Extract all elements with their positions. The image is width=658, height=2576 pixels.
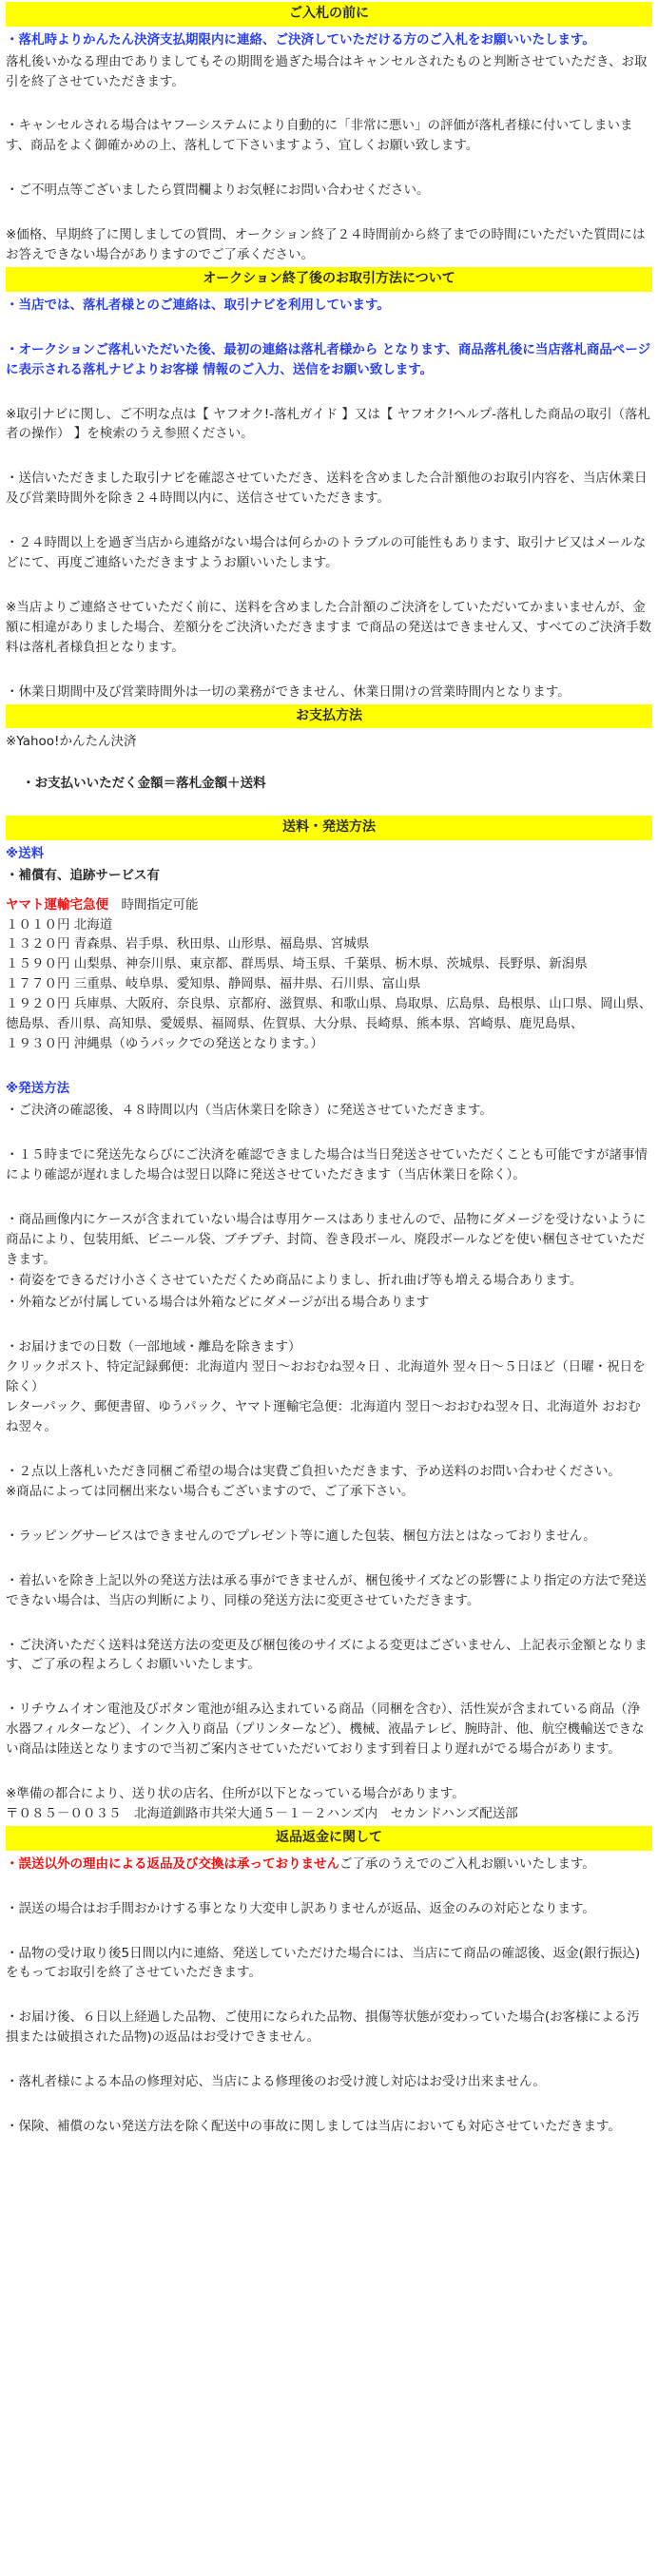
shipping-carrier-line <box>6 895 652 915</box>
returns-text-4: ・落札者様による本品の修理対応、当店による修理後のお受け渡し対応はお受け出来ません。 <box>6 2074 546 2090</box>
shipping-method-8: ・ご決済いただく送料は発送方法の変更及び梱包後のサイズによる変更はございません、上記表示金額となります、ご了承の程よろしくお願いいたします。 <box>6 1637 648 1673</box>
shipping-method-1: ・ご決済の確認後、４８時間以内（当店休業日を除き）に発送させていただきます。 <box>6 1102 493 1118</box>
returns-heading: 返品返金に関して <box>6 1826 652 1851</box>
after-auction-text-4: ※当店よりご連絡させていただく前に、送料を含めました合計額のご決済をしていただいてかまいませんが、金額に相違がありました場合、差額分をご決済いただきますま で商品の発送はできません又、すべてのご決済手数料は落札者様負担となります。 <box>6 600 652 655</box>
shipping-method-3b: ・荷姿をできるだけ小さくさせていただくため商品によりまし、折れ曲げ等も増える場合あります。 <box>6 1273 583 1289</box>
returns-text-3: ・お届け後、６日以上経過した品物、ご使用になられた品物、損傷等状態が変わっていた場合(お客様による汚損または破損された品物)の返品はお受けできません。 <box>6 2009 640 2046</box>
before-bid-heading: ご入札の前に <box>6 2 652 27</box>
shipping-method-heading: ※発送方法 <box>6 1081 70 1097</box>
returns-text-2: ・品物の受け取り後5日間以内に連絡、発送していただけた場合には、当店にて商品の確認後、返金(銀行振込)をもってお取引を終了させていただきます。 <box>6 1945 641 1981</box>
returns-lead-warning: ・誤送以外の理由による返品及び交換は承っておりません <box>6 1855 339 1872</box>
after-auction-heading: オークション終了後のお取引方法について <box>6 267 652 292</box>
after-auction-text-5: ・休業日期間中及び営業時間外は一切の業務ができません、休業日開けの営業時間内となります。 <box>6 683 571 700</box>
shipping-fee-lead: ・補償有、追跡サービス有 <box>6 867 160 883</box>
payment-total-text: ・お支払いいただく金額＝落札金額＋送料 <box>22 776 266 792</box>
shipping-rate-row: １０１０円 北海道 <box>6 916 113 932</box>
shipping-method-2: ・１５時までに発送先ならびにご決済を確認できました場合は当日発送させていただくことも可能ですが諸事情により確認が遅れました場合は翌日以降に発送させていただきます（当店休業日を除く）。 <box>6 1146 648 1182</box>
shipping-rate-row: １９３０円 沖縄県（ゆうパックでの発送となります。） <box>6 1036 323 1052</box>
shipping-method-3c: ・外箱などが付属している場合は外箱などにダメージが出る場合あります <box>6 1295 430 1311</box>
returns-lead <box>6 1855 652 1874</box>
before-bid-text-4: ※価格、早期終了に関しましての質問、オークション終了２４時間前から終了までの時間にいただいた質問にはお答えできない場合がありますのでご了承ください。 <box>6 227 646 263</box>
shipping-carrier: ヤマト運輸宅急便 <box>6 896 108 913</box>
before-bid-lead: ・落札時よりかんたん決済支払期限内に連絡、ご決済していただける方のご入札をお願いいたします。 <box>6 31 595 48</box>
shipping-heading: 送料・発送方法 <box>6 816 652 840</box>
shipping-rate-row: １３２０円 青森県、岩手県、秋田県、山形県、福島県、宮城県 <box>6 936 370 952</box>
shipping-method-7: ・着払いを除き上記以外の発送方法は承る事ができませんが、梱包後サイズなどの影響により指定の方法で発送できない場合は、当店の判断により、同様の発送方法に変更させていただきます。 <box>6 1572 647 1608</box>
shipping-fee-heading: ※送料 <box>6 845 45 861</box>
before-bid-text-1: 落札後いかなる理由でありましてもその期間を過ぎた場合はキャンセルされたものと判断させていただき、お取引を終了させていただきます。 <box>6 53 648 89</box>
shipping-rate-row: １７７０円 三重県、岐阜県、愛知県、静岡県、福井県、石川県、富山県 <box>6 976 421 992</box>
after-auction-text-3: ・２４時間以上を過ぎ当店から連絡がない場合は何らかのトラブルの可能性もあります、取引ナビ又はメールなどにて、再度ご連絡いただきますようお願いいたします。 <box>6 535 647 571</box>
before-bid-text-3: ・ご不明点等ございましたら質問欄よりお気軽にお問い合わせください。 <box>6 183 430 199</box>
shipping-method-5: ・２点以上落札いただき同梱ご希望の場合は実費ご負担いただきます、予め送料のお問い合わせください。 ※商品によっては同梱出来ない場合もございますので、ご了承下さい。 <box>6 1463 621 1499</box>
payment-total <box>6 754 652 814</box>
returns-text-5: ・保険、補償のない発送方法を除く配送中の事故に関しましては当店においても対応させていただきます。 <box>6 2119 621 2135</box>
after-auction-text-2: ・送信いただきました取引ナビを確認させていただき、送料を含めました合計額他のお取引内容を、当店休業日及び営業時間外を除き２４時間以内に、送信させていただきます。 <box>6 471 648 507</box>
after-auction-text-1: ※取引ナビに関し、ご不明な点は【 ヤフオク!-落札ガイド 】又は【 ヤフオク!ヘルプ-落札した商品の取引（落札者の操作） 】を検索のうえ参照ください。 <box>6 406 651 442</box>
after-auction-lead-1: ・当店では、落札者様とのご連絡は、取引ナビを利用しています。 <box>6 297 390 313</box>
payment-method: ※Yahoo!かんたん決済 <box>6 734 137 750</box>
returns-text-1: ・誤送の場合はお手間おかけする事となり大変申し訳ありませんが返品、返金のみの対応となります。 <box>6 1900 595 1916</box>
shipping-carrier-note: 時間指定可能 <box>108 896 199 913</box>
shipping-rate-row: １９２０円 兵庫県、大阪府、奈良県、京都府、滋賀県、和歌山県、鳥取県、広島県、島根県、山口県、岡山県、徳島県、香川県、高知県、愛媛県、福岡県、佐賀県、大分県、長崎県、熊本県、宮崎県、鹿児島県、 <box>6 996 652 1032</box>
shipping-rate-row: １５９０円 山梨県、神奈川県、東京都、群馬県、埼玉県、千葉県、栃木県、茨城県、長野県、新潟県 <box>6 956 588 972</box>
after-auction-lead-2: ・オークションご落札いただいた後、最初の連絡は落札者様から となります、商品落札後に当店落札商品ページに表示される落札ナビよりお客様 情報のご入力、送信をお願い致します。 <box>6 341 651 377</box>
shipping-method-3a: ・商品画像内にケースが含まれていない場合は専用ケースはありませんので、品物にダメージを受けないように商品により、包装用紙、ビニール袋、ブチプチ、封筒、巻き段ボール、廃段ボールなどを使い梱包させていただきます。 <box>6 1211 647 1267</box>
shipping-method-10: ※準備の都合により、送り状の店名、住所が以下となっている場合があります。 〒０８５－００３５ 北海道釧路市共栄大通５－１－２ハンズ内 セカンドハンズ配送部 <box>6 1786 518 1822</box>
returns-lead-tail: ご了承のうえでのご入札お願いいたします。 <box>339 1855 595 1872</box>
before-bid-text-2: ・キャンセルされる場合はヤフーシステムにより自動的に「非常に悪い」の評価が落札者様に付いてしまいます、商品をよく御確かめの上、落札して下さいますよう、宜しくお願い致します。 <box>6 118 633 154</box>
payment-heading: お支払方法 <box>6 704 652 729</box>
shipping-method-9: ・リチウムイオン電池及びボタン電池が組み込まれている商品（同梱を含む）、活性炭が含まれている商品（浄水器フィルターなど）、インク入り商品（プリンターなど）、機械、液晶テレビ、腕時計、他、航空機輸送できない商品は陸送となりますので当初ご案内させていただいております到着日より遅れがでる場合があります。 <box>6 1701 645 1758</box>
shipping-method-4: ・お届けまでの日数（一部地域・離島を除きます） クリックポスト、特定記録郵便：北海道内 翌日〜おおむね翌々日 、北海道外 翌々日〜５日ほど（日曜・祝日を除く） レターパック、郵便書留、ゆうパック、ヤマト運輸宅急便：北海道内 翌日〜おおむね翌々日、北海道外 おおむね翌々。 <box>6 1339 646 1434</box>
shipping-method-6: ・ラッピングサービスはできませんのでプレゼント等に適した包装、梱包方法とはなっておりません。 <box>6 1528 596 1544</box>
